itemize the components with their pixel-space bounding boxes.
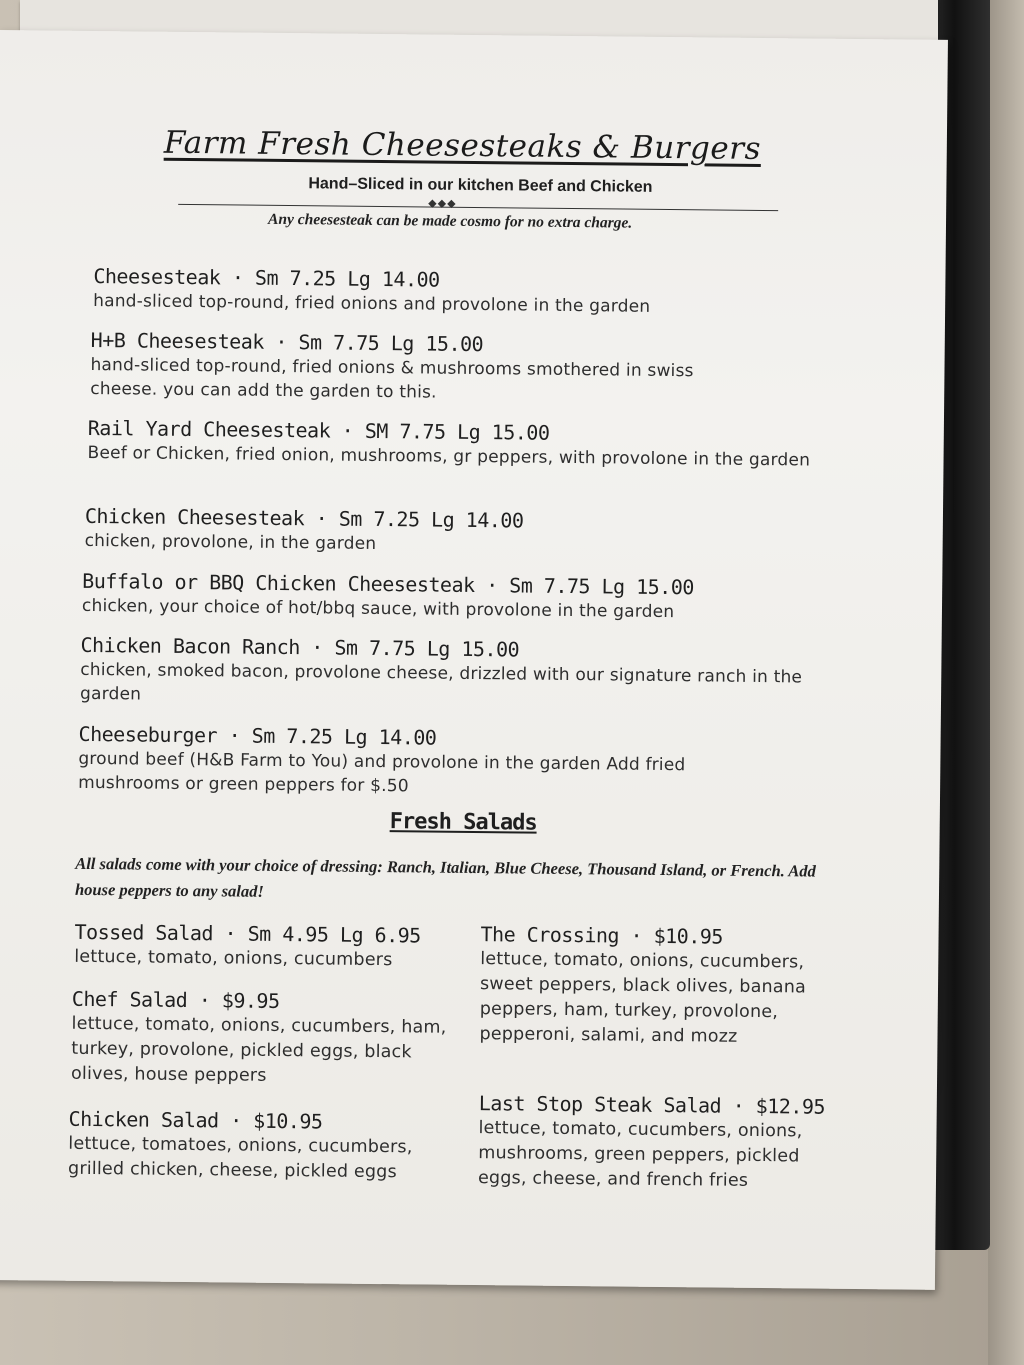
- item-name: Rail Yard Cheesesteak · SM 7.75 Lg 15.00: [87, 415, 550, 445]
- menu-item-cheesesteak: [93, 263, 853, 321]
- menu-subtitle: Hand–Sliced in our kitchen Beef and Chicken: [308, 175, 653, 196]
- item-description: Beef or Chicken, fried onion, mushrooms, gr peppers, with provolone in the garden: [87, 442, 811, 471]
- table-edge: [988, 0, 1024, 1365]
- item-name: Buffalo or BBQ Chicken Cheesesteak · Sm 7.75 Lg 15.00: [82, 568, 695, 600]
- item-name: H+B Cheesesteak · Sm 7.75 Lg 15.00: [90, 327, 484, 357]
- salad-the-crossing: [479, 921, 850, 1051]
- menu-item-hb-cheesesteak: [90, 327, 761, 408]
- salad-chicken: [68, 1106, 439, 1186]
- item-name: Chicken Bacon Ranch · Sm 7.75 Lg 15.00: [80, 632, 520, 662]
- item-name: Chicken Cheesesteak · Sm 7.25 Lg 14.00: [84, 503, 524, 533]
- item-name: Chef Salad · $9.95: [71, 986, 280, 1013]
- menu-item-cheeseburger: [78, 721, 779, 802]
- cosmo-note: Any cheesesteak can be made cosmo for no extra charge.: [267, 210, 633, 232]
- salad-last-stop-steak: [478, 1090, 849, 1195]
- item-description: ground beef (H&B Farm to You) and provolone in the garden Add fried mushrooms or green peppers for $.50: [78, 748, 686, 797]
- divider-ornament: ◆◆◆: [428, 196, 457, 210]
- item-name: The Crossing · $10.95: [480, 922, 724, 949]
- dressing-note: All salads come with your choice of dressing: Ranch, Italian, Blue Cheese, Thousand Island, or French. Add house peppers to any salad!: [74, 853, 816, 901]
- menu-page: [0, 30, 948, 1290]
- menu-item-buffalo-bbq-cheesesteak: [82, 568, 862, 626]
- item-description: hand-sliced top-round, fried onions & mushrooms smothered in swiss cheese. you can add the garden to this.: [90, 354, 694, 403]
- menu-item-rail-yard-cheesesteak: [87, 415, 817, 473]
- item-description: lettuce, tomato, onions, cucumbers: [74, 946, 393, 971]
- item-description: chicken, smoked bacon, provolone cheese, drizzled with our signature ranch in the garden: [79, 659, 803, 705]
- item-description: lettuce, tomato, onions, cucumbers, ham, turkey, provolone, pickled eggs, black olives, house peppers: [70, 1013, 447, 1086]
- item-name: Chicken Salad · $10.95: [68, 1106, 323, 1134]
- menu-item-chicken-cheesesteak: [85, 503, 845, 561]
- item-name: Cheeseburger · Sm 7.25 Lg 14.00: [78, 721, 437, 750]
- salad-tossed: [74, 919, 455, 974]
- menu-item-chicken-bacon-ranch: [80, 632, 821, 714]
- menu-title: Farm Fresh Cheesesteaks & Burgers: [163, 124, 762, 167]
- item-description: chicken, provolone, in the garden: [84, 530, 377, 554]
- salads-heading: Fresh Salads: [389, 809, 537, 836]
- item-name: Cheesesteak · Sm 7.25 Lg 14.00: [93, 263, 440, 292]
- item-description: lettuce, tomatoes, onions, cucumbers, grilled chicken, cheese, pickled eggs: [67, 1133, 413, 1183]
- item-name: Last Stop Steak Salad · $12.95: [478, 1091, 826, 1119]
- salad-chef: [71, 986, 452, 1091]
- item-description: hand-sliced top-round, fried onions and provolone in the garden: [93, 290, 651, 317]
- item-description: lettuce, tomato, onions, cucumbers, sweet peppers, black olives, banana peppers, ham, turkey, provolone, pepperoni, salami, and mozz: [479, 949, 807, 1047]
- item-name: Tossed Salad · Sm 4.95 Lg 6.95: [74, 919, 421, 948]
- item-description: lettuce, tomato, cucumbers, onions, mushrooms, green peppers, pickled eggs, cheese, and french fries: [477, 1118, 803, 1191]
- item-description: chicken, your choice of hot/bbq sauce, with provolone in the garden: [81, 595, 675, 623]
